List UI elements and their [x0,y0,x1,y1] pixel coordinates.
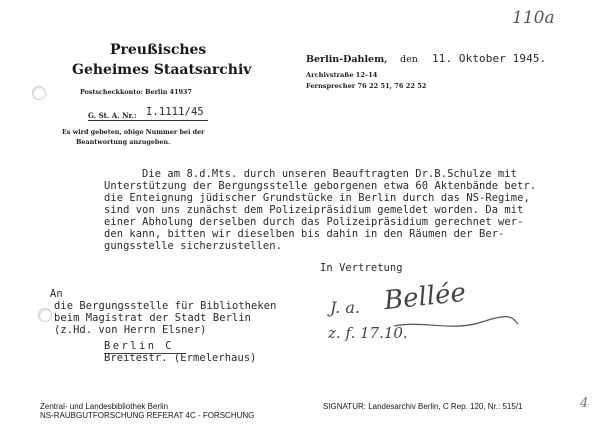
footer-library-name: Zentral- und Landesbibliothek Berlin [40,402,169,411]
reference-note-line2: Beantwortung anzugeben. [76,138,171,146]
reference-underline [88,120,208,121]
body-line-3: die Enteignung jüdischer Grundstücke in Berlin durch das NS-Regime, [104,192,530,204]
address-line-1: die Bergungsstelle für Bibliotheken [54,300,277,312]
letterhead-title-line1: Preußisches [110,42,207,58]
address-an: An [50,288,63,300]
address-street: Breitestr. (Ermelerhaus) [104,352,257,364]
punch-hole-top [32,86,46,100]
letterhead-title-line2: Geheimes Staatsarchiv [72,62,252,78]
handwritten-signature: Bellée [382,277,468,317]
footer-department: NS-RAUBGUTFORSCHUNG REFERAT 4C - FORSCHUNG [40,411,255,420]
dateline-phone: Fernsprecher 76 22 51, 76 22 52 [306,82,427,90]
reference-label: G. St. A. Nr.: [88,111,137,120]
body-line-7: gungsstelle sicherzustellen. [104,240,282,252]
postcheck-account: Postscheckkonto: Berlin 41937 [80,88,192,96]
body-line-1: Die am 8.d.Mts. durch unseren Beauftragten Dr.B.Schulze mit [142,168,517,180]
dateline-den: den [400,54,418,65]
address-line-2: beim Magistrat der Stadt Berlin [54,312,252,324]
body-line-6: den kann, bitten wir dieselben bis dahin in den Räumen der Ber- [104,228,505,240]
dateline-street: Archivstraße 12–14 [306,71,378,79]
signature-flourish [392,312,522,336]
punch-hole-bottom [38,308,52,322]
handwritten-initials: J. a. [330,298,360,317]
handwritten-note: z. f. 17.10. [328,324,408,342]
address-city: Berlin C [104,340,175,352]
address-line-3: (z.Hd. von Herrn Elsner) [54,324,207,336]
reference-note-line1: Es wird gebeten, obige Nummer bei der [62,128,205,136]
corner-mark: 4 [580,396,589,411]
folio-number: 110a [512,8,555,28]
dateline-place: Berlin-Dahlem, [306,54,388,65]
letter-date: 11. Oktober 1945. [432,52,547,65]
body-line-2: Unterstützung der Bergungsstelle geborgenen etwa 60 Aktenbände betr. [104,180,537,192]
reference-number: I.1111/45 [146,106,204,118]
body-line-5: einer Abholung derselben durch das Polizeipräsidium gerechnet wer- [104,216,524,228]
footer-signature-ref: SIGNATUR: Landesarchiv Berlin, C Rep. 120, Nr.: 515/1 [323,402,523,411]
body-line-4: sind von uns zunächst dem Polizeipräsidium gemeldet worden. Da mit [104,204,524,216]
closing-phrase: In Vertretung [320,262,403,274]
